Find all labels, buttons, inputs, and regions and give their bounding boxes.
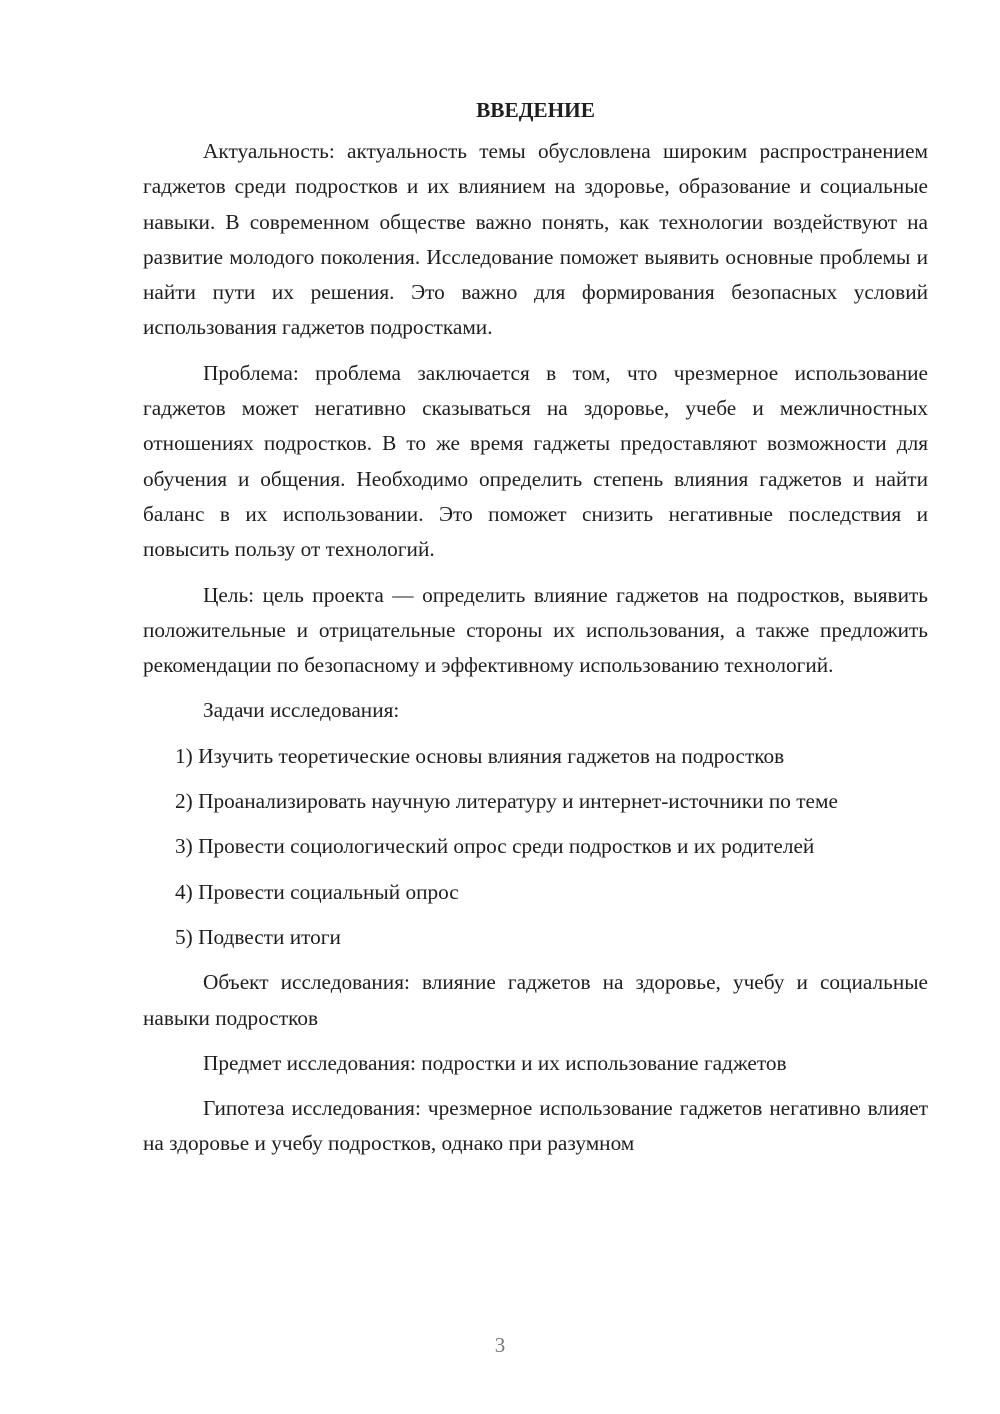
goal-paragraph: Цель: цель проекта — определить влияние гаджетов на подростков, выявить положительные и отрицательные стороны их использования, а также предложить рекомендации по безопасному и эффективному использованию технологий.: [143, 582, 928, 678]
tasks-list: [143, 739, 928, 955]
problem-paragraph: Проблема: проблема заключается в том, что чрезмерное использование гаджетов может негативно сказываться на здоровье, учебе и межличностных отношениях подростков. В то же время гаджеты предоставляют возможности для обучения и общения. Необходимо определить степень влияния гаджетов и найти баланс в их использовании. Это поможет снизить негативные последствия и повысить пользу от технологий.: [143, 360, 928, 562]
task-item: 2) Проанализировать научную литературу и интернет-источники по теме: [175, 789, 838, 814]
task-item: 3) Провести социологический опрос среди подростков и их родителей: [175, 834, 815, 859]
hypothesis-paragraph: Гипотеза исследования: чрезмерное использование гаджетов негативно влияет на здоровье и учебу подростков, однако при разумном: [143, 1096, 928, 1156]
task-item: 5) Подвести итоги: [175, 924, 341, 949]
page-title: ВВЕДЕНИЕ: [476, 98, 595, 122]
task-item: 1) Изучить теоретические основы влияния гаджетов на подростков: [175, 743, 785, 768]
subject-paragraph: Предмет исследования: подростки и их использование гаджетов: [203, 1050, 787, 1075]
page-number: 3: [494, 1333, 506, 1357]
page-content: [143, 96, 928, 1172]
task-item: 4) Провести социальный опрос: [175, 879, 459, 904]
tasks-heading: Задачи исследования:: [203, 698, 400, 723]
relevance-paragraph: Актуальность: актуальность темы обусловлена широким распространением гаджетов среди подростков и их влиянием на здоровье, образование и социальные навыки. В современном обществе важно понять, как технологии воздействуют на развитие молодого поколения. Исследование поможет выявить основные проблемы и найти пути их решения. Это важно для формирования безопасных условий использования гаджетов подростками.: [143, 139, 928, 340]
object-paragraph: Объект исследования: влияние гаджетов на здоровье, учебу и социальные навыки подростков: [143, 970, 928, 1030]
